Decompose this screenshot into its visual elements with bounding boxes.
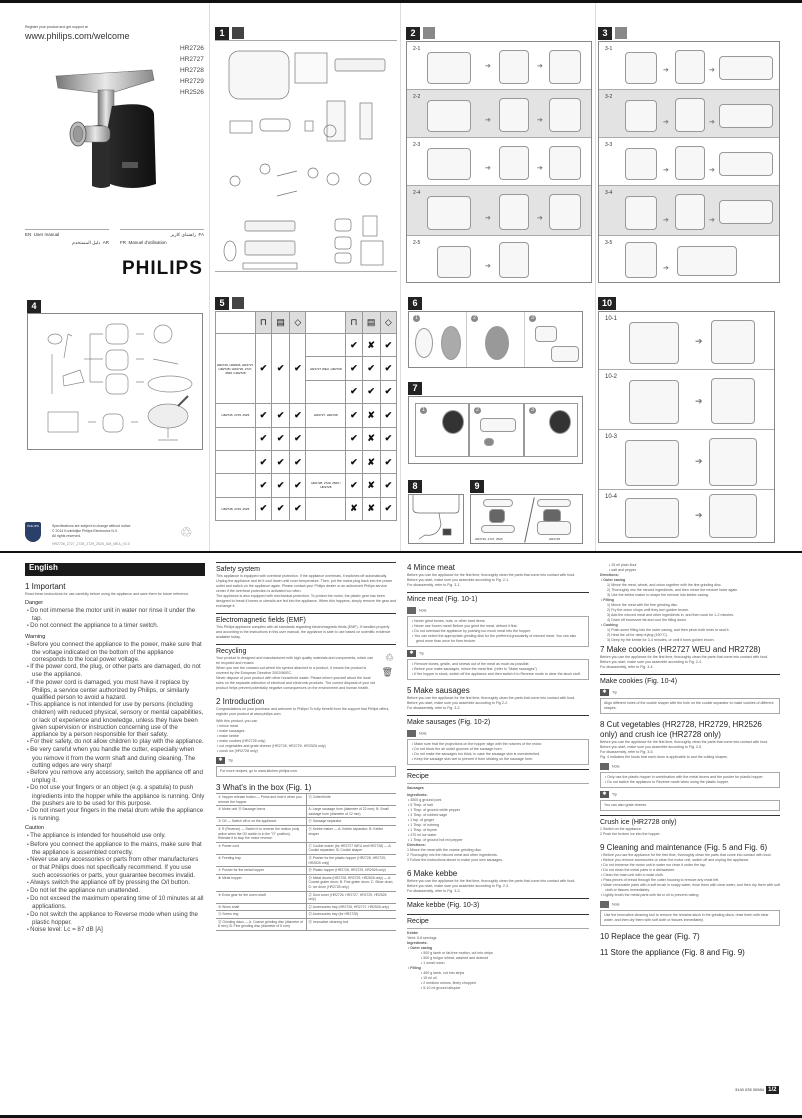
step-2-5: 2-5 ➔ (407, 236, 591, 282)
kebbe-ingredients: • Outer casing • 500 g lamb or fat-free mutton, cut into strips • 500 g bulgur wheat, washed and drained • 1 small onion • Filling • 400 g lamb, cut into strips • 15 ml oil • 2 medium onions, finely chopped • 5-10 ml ground allspice (407, 946, 589, 991)
panel-divider (209, 3, 210, 551)
danger-list: • Do not immerse the motor unit in water nor rinse it under the tap. • Do not connect the appliance to a timer switch. (25, 607, 205, 631)
section-9-title: 9 Cleaning and maintenance (Fig. 5 and Fig. 6) (600, 843, 768, 852)
kebbe-directions: • Outer casing 1) Mince the meat, wheat, and onion together with the fine grinding disc. 2) Thoroughly mix the minced ingredients, and then mince the mixture twice again. 3) Use the kebbe maker to shape the mixture into kebbe casing. • Filling 1) Mince the meat with the fine grinding disc. 2) Fry the onion chops until they turn golden brown. 3) Add the minced meat and other ingredients in, and then cook for 1-2 minutes. 4) Drain off excessive fat and cool the filling down. • Cooking 1) Push some filling into the outer casing, and then pinch both ends to seal it. 2) Heat the oil for deep frying (190°C). 3) Deep fry the kebbe for 3-4 minutes, or until it turns golden brown. (600, 578, 780, 643)
cloth-icon: ◇ (380, 312, 396, 334)
column-3: 4 Mince meat Before you use the appliance for the first time, thoroughly clean the parts that come into contact with food. Before you start, make sure you assemble according to Fig. 2-1. For disassembly, refer to Fig. 3-1. Mince meat (Fig. 10-1) Note • Never grind bones, nuts, or other hard items. • Never use frozen meat! Before you grind the meat, defrost it first. • Do not overload the appliance by pushing too much meat into the hopper. • You can select the appropriate grinding disk for the preferred granularity of minced meat. You can also grind more than once for finer texture. ✱ Tip • Remove bones, gristle, and sinews out of the meat as much as possible. • Before your make sausages, mince the meat first. (refer to "Make sausages") • If the hopper is stuck, switch off the appliance and then switch it to Reverse mode to clear the stuck stuff. 5 Make sausages Before you use the appliance for the first time, thoroughly clean the parts that come into contact with food. Before you start, make sure you assemble according to Fig 2-2. For disassembly, refer to Fig. 3-2. Make sausages (Fig. 10-2) Note • Make sure that the projections on the hopper align with the notches of the motor. • Do not block the air outlet grooves of the sausage horn. • Do not make the sausages too thick, in case the sausage skin is overstretched. • Keep the sausage skin wet to prevent it from sticking on the sausage horn. Recipe Sausages Ingredients: • 4500 g ground pork • 5 Tbsp. of salt • 1 Tbsp. of ground white pepper • 3 Tbsp. of rubbed sage • 1 tsp. of ginger • 1 Tbsp. of nutmeg • 1 Tbsp. of thyme • 470 ml ice water • 1 Tbsp. of ground hot red pepper Directions: 1 Mince the meat with the coarse grinding disc. 2 Thoroughly mix the minced meat and other ingredients. 3 Follow the instructions above to make your own sausages. 6 Make kebbe Before you use the appliance for the first time, thoroughly clean the parts that come into contact with food. Before you start, make sure you assemble according to Fig. 2-3. For disassembly, refer to Fig. 3-3. Make kebbe (Fig. 10-3) Recipe Kebbe Yield: 5-8 servings Ingredients: • Outer casing • 500 g lamb or fat-free mutton, cut into strips • 500 g bulgur wheat, washed and drained • 1 small onion • Filling • 400 g lamb, cut into strips • 15 ml oil • 2 medium onions, finely chopped • 5-10 ml ground allspice (407, 563, 589, 991)
page-footer (735, 1087, 779, 1093)
note-box: Use the innovative cleaning tool to remove the remains stuck in the grinding discs; rinse them with clear water, and then dry them with soft cloth or tissues immediately. (600, 910, 780, 926)
table-row: ⑪ Screw ring ㉓ Accessories tray (for HR2728) (216, 911, 396, 919)
panel-divider (595, 3, 596, 551)
language-header: English (25, 563, 205, 576)
step-2-4: 2-4 ➔ ➔ (407, 186, 591, 236)
language-en-row (25, 229, 109, 237)
step-2-2: 2-2 ➔ ➔ (407, 90, 591, 138)
figure-number: 3 (598, 27, 612, 40)
make-cookies-subtitle: Make cookies (Fig. 10-4) (600, 674, 780, 686)
box-contents-icon (232, 27, 244, 39)
model-number: HR2726 (180, 45, 204, 52)
lang-label: Manuel d'utilisation (128, 240, 167, 245)
features-list: • mince meat • make sausages • make kebbe • make cookies (HR2728 only) • cut vegetables and grate cheese (HR2728, HR2729, HR2526 only) • crush ice (HR2728 only) (216, 724, 396, 754)
tip-box: You can also grate cheese. (600, 800, 780, 811)
lang-label: راهنمای کاربر (170, 232, 196, 237)
figure-number: 7 (408, 382, 422, 395)
figure-number: 6 (408, 297, 422, 310)
figure-8-panel (408, 494, 464, 544)
language-ar-row (25, 238, 109, 246)
tip-icon: ✱ (407, 650, 416, 657)
assemble-icon (423, 27, 435, 39)
emf-title: Electromagnetic fields (EMF) (216, 613, 396, 625)
table-row: ⑦ Pusher for the metal hopper ⑲ Plastic hopper (HR2728, HR2729, HR2526 only) (216, 867, 396, 875)
figure-number: 1 (215, 27, 229, 40)
column-2: Safety system This appliance is equipped with overheat protection. If the appliance overheats, it switches off automatically. Unplug the appliance and let it cool down until room temperature. Then, put the mains plug back into the power outlet and switch on the appliance again. Please contact your Philips dealer or an authorized Philips service center if the overheat protection is activated too often. The appliance is also equipped with mechanical protection. To protect the motor, the plastic gear has been designed to break if bones or utensils are fed into the appliance. When this happens, simply remove the gear and exchange it. Electromagnetic fields (EMF) This Philips appliance complies with all standards regarding electromagnetic fields (EMF). If handled properly and according to the instructions in this user manual, the appliance is safe to use based on scientific evidence available today. Recycling Your product is designed and manufactured with high quality materials and components, which can be recycled and reused. When you see the crossed-out wheel bin symbol attached to a product, it means the product is covered by the European Directive 2002/96/EC. Never dispose of your product with other household waste. Please inform yourself about the local rules on the separate collection of electrical and electronic products. The correct disposal of your old product helps prevent potentially negative consequences on the environment and human health. ♲ 🗑 2 Introduction Congratulations on your purchase and welcome to Philips! To fully benefit from the support that Philips offers, register your product at www.philips.com. With this product, you can • mince meat • make sausages • make kebbe • make cookies (HR2728 only) • cut vegetables and grate cheese (HR2728, HR2729, HR2526 only) • crush ice (HR2728 only) ✱ Tip For more recipes, go to www.kitchen.philips.com. 3 What's in the box (Fig. 1) ① Hopper release button — Press and hold it when you remove the hopper. ⑬ Cutter/Knife ② Motor unit ⑭ Sausage horns A: Large sausage horn (diameter of 22 mm); B: Small sausage horn (diameter of 12 mm) ③ O/I — Switch off or on the appliance. ⑮ Sausage separator ④ R (Reverse) — Switch it to reverse the motion (only active when the O/I switch is in the "O" position). Release it to stop the motor reverse. ⑯ Kebbe maker — A: Kebbe separator; B: Kebbe shaper ⑤ Power cord ⑰ Cookie maker (for HR2727 WEU and HR2728) — A: Cookie separator; B: Cookie shaper ⑥ Feeding tray ⑱ Pusher for the plastic hopper (HR2728, HR2729, HR2526 only) ⑦ Pusher for the metal hopper ⑲ Plastic hopper (HR2728, HR2729, HR2526 only) ⑧ Metal hopper ⑳ Metal drums (HR2728, HR2729, HR2526 only) — A: Coarse grater drum; B: Fine grater drum; C: Slicer drum; D: Ice drum (HR2728 only) ⑨ Extra gear for the worm shaft ㉑ Dust cover (HR2726, HR2727, HR2729, HR2526 only) ⑩ Worm shaft ㉒ Accessories tray (HR2726, HR2727, HR2526 only) ⑪ Screw ring ㉓ Accessories tray (for HR2728) ⑫ Grinding discs — A: Coarse grinding disc (diameter of 8 mm); B: Fine grinding disc (diameter of 5 mm) ㉔ Innovative cleaning tool (216, 562, 396, 931)
warning-heading: Warning (25, 633, 46, 640)
lang-label: User manual (33, 232, 60, 237)
safety-title: Safety system (216, 562, 396, 574)
lang-code: EN (25, 232, 32, 237)
make-sausages-subtitle: Make sausages (Fig. 10-2) (407, 715, 589, 727)
cloth-icon: ◇ (290, 312, 306, 334)
note-icon (600, 901, 609, 908)
step-2: 2 (469, 403, 524, 457)
language-fr-row (120, 238, 204, 245)
dishwasher-icon: ▤ (272, 312, 290, 334)
figure-3-panel (598, 41, 780, 283)
box-contents-table (216, 793, 396, 931)
tap-icon (232, 297, 244, 309)
lang-code: FR (120, 240, 126, 245)
note-icon (600, 763, 609, 770)
note-box: • Make sure that the projections on the hopper align with the notches of the motor. • Do not block the air outlet grooves of the sausage horn. • Do not make the sausages too thick, in case the sausage skin is overstretched. • Keep the sausage skin wet to prevent it from sticking on the sausage horn. (407, 739, 589, 765)
table-row: ⑧ Metal hopper ⑳ Metal drums (HR2728, HR2729, HR2526 only) — A: Coarse grater drum; B: Fine grater drum; C: Slicer drum; D: Ice drum (HR2728 only) (216, 874, 396, 891)
column-1: English 1 Important Read these instructions for use carefully before using the appliance and save them for future reference. Danger • Do not immerse the motor unit in water nor rinse it under the tap. • Do not connect the appliance to a timer switch. Warning • Before you connect the appliance to the power, make sure that the voltage indicated on the bottom of the appliance corresponds to the local power voltage. • If the power cord, the plug, or other parts are damaged, do not use the appliance. • If the power cord is damaged, you must have it replace by Philips, a service center authorized by Philips, or similarly qualified person to avoid a hazard. • This appliance is not intended for use by persons (including children) with reduced physical, sensory or mental capabilities, or lack of experience and knowledge, unless they have been given supervision or instruction concerning use of the appliance by a person responsible for their safety. • For their safety, do not allow children to play with the appliance. • Be very careful when you handle the cutter, especially when you remove it from the worm shaft and during cleaning. The cutting edges are very sharp! • Before you remove any accessory, switch the appliance off and unplug it. • Do not use your fingers or an object (e.g. a spatula) to push ingredients into the hopper while the appliance is running. Only the pushers are to be used for this purpose. • Do not insert your fingers in the metal drum while the appliance is running. Caution • The appliance is intended for household use only. • Before you connect the appliance to the mains, make sure that the appliance is assembled correctly. • Never use any accessories or parts from other manufacturers or that Philips does not specifically recommend. If you use such accessories or parts, your guarantee becomes invalid. • Always switch the appliance off by pressing the O/I button. • Do not let the appliance run unattended. • Do not exceed the maximum operating time of 10 minutes at all applications. • Do not switch the appliance to Reverse mode when using the plastic hopper. • Noise level: Lc = 87 dB [A] (25, 563, 205, 934)
recipe-heading: Recipe (407, 914, 589, 926)
table-row: ⑩ Worm shaft ㉒ Accessories tray (HR2726, HR2727, HR2526 only) (216, 903, 396, 911)
section-8-title: 8 Cut vegetables (HR2728, HR2729, HR2526 only) and crush ice (HR2728 only) (600, 720, 762, 739)
figure-2-panel (406, 41, 592, 283)
step-3-2: 3-2 ➔ ➔ (599, 90, 779, 138)
section-1-title: 1 Important (25, 582, 66, 591)
lang-code: AR (102, 240, 109, 245)
dishwasher-icon: ▤ (362, 312, 380, 334)
cleaning-list: • Before you use the appliance for the first time, thoroughly clean the parts that come into contact with food. • Before you remove accessories or clean the motor unit, switch off and unplug the appliance. • Do not immerse the motor unit in water nor rinse it under the tap. • Do not clean the metal parts in a dishwasher. • Clean the main unit with a moist cloth. • Pass pieces of bread through the cutter housing to remove any meat left. • Wash removable parts with a soft brush in soapy water, rinse them with clear water, and then dry them with soft cloth or tissues immediately. • Lightly brush the metal parts with fat or oil to prevent rusting. (600, 853, 780, 898)
sheet-border-top (0, 0, 802, 3)
model-number: HR2728 (180, 67, 204, 74)
note-box: • Never grind bones, nuts, or other hard items. • Never use frozen meat! Before you grind the meat, defrost it first. • Do not overload the appliance by pushing too much meat into the hopper. • You can select the appropriate grinding disk for the preferred granularity of minced meat. You can also grind more than once for finer texture. (407, 616, 589, 647)
meat-grinder-product-image (52, 66, 162, 196)
tip-box: For more recipes, go to www.kitchen.philips.com. (216, 766, 396, 777)
recycle-icon: ♲ (385, 653, 394, 664)
crush-ice-subtitle: Crush ice (HR2728 only) (600, 815, 780, 827)
section-11-title: 11 Store the appliance (Fig. 8 and Fig. 9) (600, 948, 745, 957)
figure-number: 10 (598, 297, 616, 310)
recycle-icon: ♲ (180, 524, 193, 540)
step-10-2: 10-2 ➔ (599, 370, 774, 430)
figure-4-panel (27, 313, 203, 450)
section-2-title: 2 Introduction (216, 697, 265, 706)
recycling-title: Recycling (216, 644, 396, 656)
figure-number: 9 (470, 480, 484, 493)
model-list (180, 43, 204, 98)
step-10-1: 10-1 ➔ (599, 312, 774, 370)
fig9-label-left: HR2726, 2727, 2526 (475, 537, 503, 541)
page-number: 1/2 (768, 1087, 777, 1093)
step-3-3: 3-3 ➔ ➔ (599, 138, 779, 186)
step-3-4: 3-4 ➔ ➔ (599, 186, 779, 236)
tap-water-icon: ⊓ (255, 312, 271, 334)
tip-icon: ✱ (216, 757, 225, 764)
step-3-5: 3-5 ➔ (599, 236, 779, 282)
welcome-url[interactable]: www.philips.com/welcome (25, 31, 130, 41)
figure-6-panel (408, 311, 583, 368)
danger-heading: Danger (25, 600, 44, 606)
recipe-heading: Recipe (407, 769, 589, 781)
kebbe-filling-continued: • 15 ml plain flour • salt and pepper (608, 563, 780, 573)
doc-code: 3140 035 30984 (735, 1087, 764, 1092)
table-row: ① Hopper release button — Press and hold it when you remove the hopper. ⑬ Cutter/Knife (216, 794, 396, 806)
step-3: 3 (525, 312, 583, 367)
panel-divider (400, 3, 401, 551)
section-6-title: 6 Make kebbe (407, 869, 458, 878)
tip-box: Align different holes of the cookie shaper with the hole on the cookie separator to make cookies of different shapes. (600, 698, 780, 714)
fig9-label-right: HR2728 (549, 537, 561, 541)
figure-7-panel (408, 396, 583, 464)
table-row: ⑥ Feeding tray ⑱ Pusher for the plastic hopper (HR2728, HR2729, HR2526 only) (216, 854, 396, 866)
figure-9-panel (470, 494, 583, 544)
caution-heading: Caution (25, 825, 44, 832)
tip-icon: ✱ (600, 689, 609, 696)
make-kebbe-subtitle: Make kebbe (Fig. 10-3) (407, 898, 589, 910)
step-2-3: 2-3 ➔ ➔ (407, 138, 591, 186)
tip-box: • Remove bones, gristle, and sinews out of the meat as much as possible. • Before your make sausages, mince the meat first. (refer to "Make sausages") • If the hopper is stuck, switch off the appliance and then switch it to Reverse mode to clear the stuck stuff. (407, 659, 589, 680)
figure-number: 2 (406, 27, 420, 40)
note-icon (407, 607, 416, 614)
table-row: ⑨ Extra gear for the worm shaft ㉑ Dust cover (HR2726, HR2727, HR2729, HR2526 only) (216, 891, 396, 903)
spec-notice-block: Specifications are subject to change without notice © 2014 Koninklijke Philips Electronics N.V. All rights reserved. HR2726_2727_2728_2729_2526_UM_MEA_V2.0 (52, 524, 131, 546)
step-2-1: 2-1 ➔ ➔ (407, 42, 591, 90)
step-1: 1 (415, 403, 469, 457)
caution-list: • The appliance is intended for household use only. • Before you connect the appliance to the mains, make sure that the appliance is assembled correctly. • Never use any accessories or parts from other manufacturers or that Philips does not specifically recommend. If you use such accessories or parts, your guarantee becomes invalid. • Always switch the appliance off by pressing the O/I button. • Do not let the appliance run unattended. • Do not exceed the maximum operating time of 10 minutes at all applications. • Do not switch the appliance to Reverse mode when using the plastic hopper. • Noise level: Lc = 87 dB [A] (25, 832, 205, 934)
model-number: HR2729 (180, 78, 204, 85)
table-row: ④ R (Reverse) — Switch it to reverse the motion (only active when the O/I switch is in the "O" position). Release it to stop the motor reverse. ⑯ Kebbe maker — A: Kebbe separator; B: Kebbe shaper (216, 825, 396, 842)
step-10-3: 10-3 ➔ (599, 430, 774, 490)
table-row: ⑤ Power cord ⑰ Cookie maker (for HR2727 WEU and HR2728) — A: Cookie separator; B: Cookie shaper (216, 842, 396, 854)
philips-shield-logo: PHILIPS (25, 522, 41, 542)
figure-number: 5 (215, 297, 229, 310)
section-4-title: 4 Mince meat (407, 563, 456, 572)
step-1: 1 (409, 312, 467, 367)
table-row: ③ O/I — Switch off or on the appliance. ⑮ Sausage separator (216, 818, 396, 826)
tip-icon: ✱ (600, 791, 609, 798)
lang-code: FA (198, 232, 204, 237)
section-7-title: 7 Make cookies (HR2727 WEU and HR2728) (600, 645, 761, 654)
figure-10-panel (598, 311, 775, 543)
disassemble-icon (615, 27, 627, 39)
step-3-1: 3-1 ➔ ➔ (599, 42, 779, 90)
step-3: 3 (524, 403, 578, 457)
table-row: ⑫ Grinding discs — A: Coarse grinding disc (diameter of 8 mm); B: Fine grinding disc (diameter of 5 mm) ㉔ Innovative cleaning tool (216, 918, 396, 930)
philips-logo: PHILIPS (122, 258, 203, 279)
ingredients-list: • 4500 g ground pork • 5 Tbsp. of salt • 1 Tbsp. of ground white pepper • 3 Tbsp. of rubbed sage • 1 tsp. of ginger • 1 Tbsp. of nutmeg • 1 Tbsp. of thyme • 470 ml ice water • 1 Tbsp. of ground hot red pepper (407, 798, 589, 843)
language-fa-row (120, 229, 204, 238)
step-2: 2 (467, 312, 525, 367)
warning-list: • Before you connect the appliance to the power, make sure that the voltage indicated on the bottom of the appliance corresponds to the local power voltage. • If the power cord, the plug, or other parts are damaged, do not use the appliance. • If the power cord is damaged, you must have it replace by Philips, a service center authorized by Philips, or similarly qualified person to avoid a hazard. • This appliance is not intended for use by persons (including children) with reduced physical, sensory or mental capabilities, or lack of experience and knowledge, unless they have been given supervision or instruction concerning use of the appliance by a person responsible for their safety. • For their safety, do not allow children to play with the appliance. • Be very careful when you handle the cutter, especially when you remove it from the worm shaft and during cleaning. The cutting edges are very sharp! • Before you remove any accessory, switch the appliance off and unplug it. • Do not use your fingers or an object (e.g. a spatula) to push ingredients into the hopper while the appliance is running. Only the pushers are to be used for this purpose. • Do not insert your fingers in the metal drum while the appliance is running. (25, 641, 205, 823)
note-box: • Only use the plastic hopper in combination with the metal drums and the pusher for plastic hopper. • Do not switch the appliance to Reverse mode when using the plastic hopper. (600, 772, 780, 788)
figure-1-illustration (215, 40, 397, 272)
sheet-fold-divider (0, 551, 802, 553)
model-number: HR2727 (180, 56, 204, 63)
mince-meat-subtitle: Mince meat (Fig. 10-1) (407, 592, 589, 604)
table-row: ② Motor unit ⑭ Sausage horns A: Large sausage horn (diameter of 22 mm); B: Small sausage horn (diameter of 12 mm) (216, 806, 396, 818)
column-4: • 15 ml plain flour • salt and pepper Directions: • Outer casing 1) Mince the meat, wheat, and onion together with the fine grinding disc. 2) Thoroughly mix the minced ingredients, and then mince the mixture twice again. 3) Use the kebbe maker to shape the mixture into kebbe casing. • Filling 1) Mince the meat with the fine grinding disc. 2) Fry the onion chops until they turn golden brown. 3) Add the minced meat and other ingredients in, and then cook for 1-2 minutes. 4) Drain off excessive fat and cool the filling down. • Cooking 1) Push some filling into the outer casing, and then pinch both ends to seal it. 2) Heat the oil for deep frying (190°C). 3) Deep fry the kebbe for 3-4 minutes, or until it turns golden brown. 7 Make cookies (HR2727 WEU and HR2728) Before you use the appliance for the first time, thoroughly clean the parts that come into contact with food. Before you start, make sure you assemble according to Fig. 2-4. For disassembly, refer to Fig. 3-4. Make cookies (Fig. 10-4) ✱ Tip Align different holes of the cookie shaper with the hole on the cookie separator to make cookies of different shapes. 8 Cut vegetables (HR2728, HR2729, HR2526 only) and crush ice (HR2728 only) Before you use the appliance for the first time, thoroughly clean the parts that come into contact with food. Before you start, make sure you assemble according to Fig. 2-5. For disassembly, refer to Fig. 3-5. Fig. 4 indicates the foods that each drum is applicable to and the cutting shapes. Note • Only use the plastic hopper in combination with the metal drums and the pusher for plastic hopper. • Do not switch the appliance to Reverse mode when using the plastic hopper. ✱ Tip You can also grate cheese. Crush ice (HR2728 only) 1 Switch on the appliance. 2 Push the broken ice into the hopper. 9 Cleaning and maintenance (Fig. 5 and Fig. 6) • Before you use the appliance for the first time, thoroughly clean the parts that come into contact with food. • Before you remove accessories or clean the motor unit, switch off and unplug the appliance. • Do not immerse the motor unit in water nor rinse it under the tap. • Do not clean the metal parts in a dishwasher. • Clean the main unit with a moist cloth. • Pass pieces of bread through the cutter housing to remove any meat left. • Wash removable parts with a soft brush in soapy water, rinse them with clear water, and then dry them with soft cloth or tissues immediately. • Lightly brush the metal parts with fat or oil to prevent rusting. Note Use the innovative cleaning tool to remove the remains stuck in the grinding discs; rinse them with clear water, and then dry them with soft cloth or tissues immediately. 10 Replace the gear (Fig. 7) 11 Store the appliance (Fig. 8 and Fig. 9) (600, 563, 780, 958)
model-number: HR2526 (180, 89, 204, 96)
register-text: Register your product and get support at (25, 25, 88, 29)
crossed-bin-icon: 🗑 (381, 667, 393, 677)
section-3-title: 3 What's in the box (Fig. 1) (216, 783, 312, 792)
figure-number: 4 (27, 300, 41, 313)
figure-5-table: ⊓ ▤ ◇ ⊓ ▤ ◇ HR2726, HR2626, HR2727, HR2728 / HR2726, 2727, 2526 / HR2728 ✔ ✔ ✔ ✔ ✘ ✔ HR2727 WEU, HR2728 ✔ ✔ ✔ ✔ ✔ ✔ HR2726, 2729, 2526 ✔ ✔ ✔ HR2727, HR2728 ✔ ✘ ✔ ✔ ✔ ✔ ✔ ✘ ✔ ✔ ✔ ✔ ✔ ✘ ✔ ✔ ✔ ✔ HR2728, 2729, 2526 / HR2728 ✔ ✘ ✔ HR2728, 2729, 2526 ✔ ✔ ✔ ✘ ✘ ✔ (215, 311, 397, 521)
tap-water-icon: ⊓ (346, 312, 362, 334)
section-5-title: 5 Make sausages (407, 686, 470, 695)
step-10-4: 10-4 ➔ (599, 490, 774, 542)
lang-label: دليل المستخدم (72, 240, 101, 245)
figure-number: 8 (408, 480, 422, 493)
section-10-title: 10 Replace the gear (Fig. 7) (600, 932, 700, 941)
note-icon (407, 730, 416, 737)
